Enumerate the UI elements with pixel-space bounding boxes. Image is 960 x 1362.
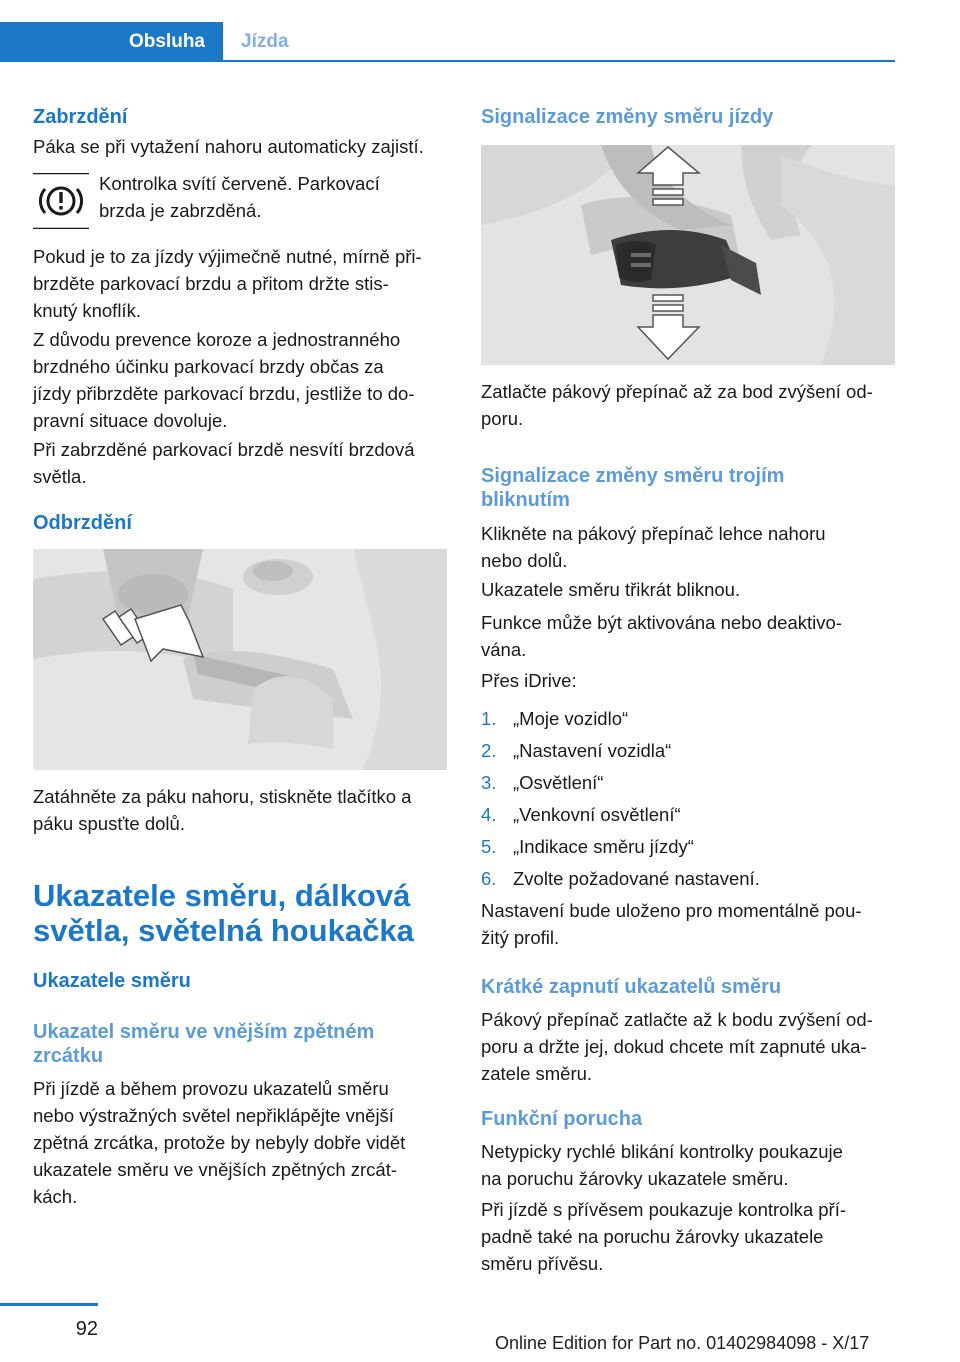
para-line: páku spusťte dolů.: [33, 813, 185, 834]
para-line: nebo výstražných světel nepřiklápějte vnější: [33, 1105, 394, 1126]
para-line: Funkce může být aktivována nebo deaktivo-: [481, 612, 842, 633]
turn-signal-stalk-illustration: [481, 145, 895, 365]
para-line: pravní situace dovoluje.: [33, 410, 228, 431]
para-line: žitý profil.: [481, 927, 560, 948]
para-line: Při zabrzděné parkovací brzdě nesvítí brzdová: [33, 439, 415, 460]
para-line: jízdy přibrzděte parkovací brzdu, jestliže to do-: [33, 383, 415, 404]
para-line: Přes iDrive:: [481, 670, 577, 691]
para-line: Ukazatele směru třikrát bliknou.: [481, 579, 741, 600]
para-line: poru.: [481, 408, 524, 429]
para-line: světla.: [33, 466, 87, 487]
para-line: knutý knoflík.: [33, 300, 141, 321]
zabrzdeni-heading: Zabrzdění: [33, 106, 128, 128]
para-line: Při jízdě a během provozu ukazatelů směru: [33, 1078, 389, 1099]
para-line: Při jízdě s přívěsem poukazuje kontrolka pří-: [481, 1199, 847, 1220]
ukazatele-heading: Ukazatele směru: [33, 970, 191, 992]
para-line: nebo dolů.: [481, 550, 568, 571]
odbrzdeni-heading: Odbrzdění: [33, 512, 132, 534]
idrive-steps-list: [481, 705, 895, 897]
para-line: Netypicky rychlé blikání kontrolky poukazuje: [481, 1141, 843, 1162]
trojim-heading-line-2: bliknutím: [481, 489, 570, 511]
zabrzdeni-text: Páka se při vytažení nahoru automaticky zajistí.: [33, 136, 424, 157]
page-number: 92: [75, 1318, 98, 1340]
kratke-heading: Krátké zapnutí ukazatelů směru: [481, 976, 782, 998]
para-line: Klikněte na pákový přepínač lehce nahoru: [481, 523, 826, 544]
para-line: kách.: [33, 1186, 78, 1207]
tab-jizda[interactable]: Jízda: [241, 31, 289, 52]
section-title-line-1: Ukazatele směru, dálková: [33, 878, 411, 913]
zrcatko-heading-line-2: zrcátku: [33, 1045, 104, 1067]
para-line: brzděte parkovací brzdu a přitom držte stis-: [33, 273, 389, 294]
list-item: 5. „Indikace směru jízdy“: [481, 836, 694, 857]
para-line: vána.: [481, 639, 527, 660]
handbrake-illustration: [33, 549, 447, 770]
edition-note: Online Edition for Part no. 01402984098 - X/17: [495, 1333, 870, 1353]
warning-text-line-2: brzda je zabrzděná.: [99, 200, 262, 221]
para-line: na poruchu žárovky ukazatele směru.: [481, 1168, 789, 1189]
chapter-tabs: [0, 22, 895, 62]
section-title-line-2: světla, světelná houkačka: [33, 913, 414, 948]
trojim-heading-line-1: Signalizace změny směru trojím: [481, 465, 785, 487]
para-line: Zatlačte pákový přepínač až za bod zvýšení od-: [481, 381, 873, 402]
footer-rule: [0, 1303, 98, 1306]
para-line: padně také na poruchu žárovky ukazatele: [481, 1226, 824, 1247]
para-line: zatele směru.: [481, 1063, 593, 1084]
para-line: Nastavení bude uloženo pro momentálně pou-: [481, 900, 862, 921]
para-line: brzdného účinku parkovací brzdy občas za: [33, 356, 384, 377]
list-item: 2. „Nastavení vozidla“: [481, 740, 672, 761]
para-line: poru a držte jej, dokud chcete mít zapnuté uka-: [481, 1036, 867, 1057]
signal-heading: Signalizace změny směru jízdy: [481, 106, 774, 128]
para-line: zpětná zrcátka, protože by nebyly dobře vidět: [33, 1132, 406, 1153]
para-line: ukazatele směru ve vnějších zpětných zrcát-: [33, 1159, 397, 1180]
para-line: Pákový přepínač zatlačte až k bodu zvýšení od-: [481, 1009, 873, 1030]
tab-obsluha[interactable]: Obsluha: [0, 22, 223, 62]
list-item: 3. „Osvětlení“: [481, 772, 604, 793]
para-line: Z důvodu prevence koroze a jednostranného: [33, 329, 401, 350]
list-item: 4. „Venkovní osvětlení“: [481, 804, 681, 825]
list-item: 6. Zvolte požadované nastavení.: [481, 868, 760, 889]
list-item: 1. „Moje vozidlo“: [481, 708, 629, 729]
tab-underline: [223, 60, 895, 62]
warning-text-line-1: Kontrolka svítí červeně. Parkovací: [99, 173, 380, 194]
para-line: směru přívěsu.: [481, 1253, 604, 1274]
para-line: Pokud je to za jízdy výjimečně nutné, mírně při-: [33, 246, 422, 267]
porucha-heading: Funkční porucha: [481, 1108, 643, 1130]
zrcatko-heading-line-1: Ukazatel směru ve vnějším zpětném: [33, 1021, 375, 1043]
para-line: Zatáhněte za páku nahoru, stiskněte tlačítko a: [33, 786, 412, 807]
parking-brake-warning-icon: [33, 173, 89, 229]
